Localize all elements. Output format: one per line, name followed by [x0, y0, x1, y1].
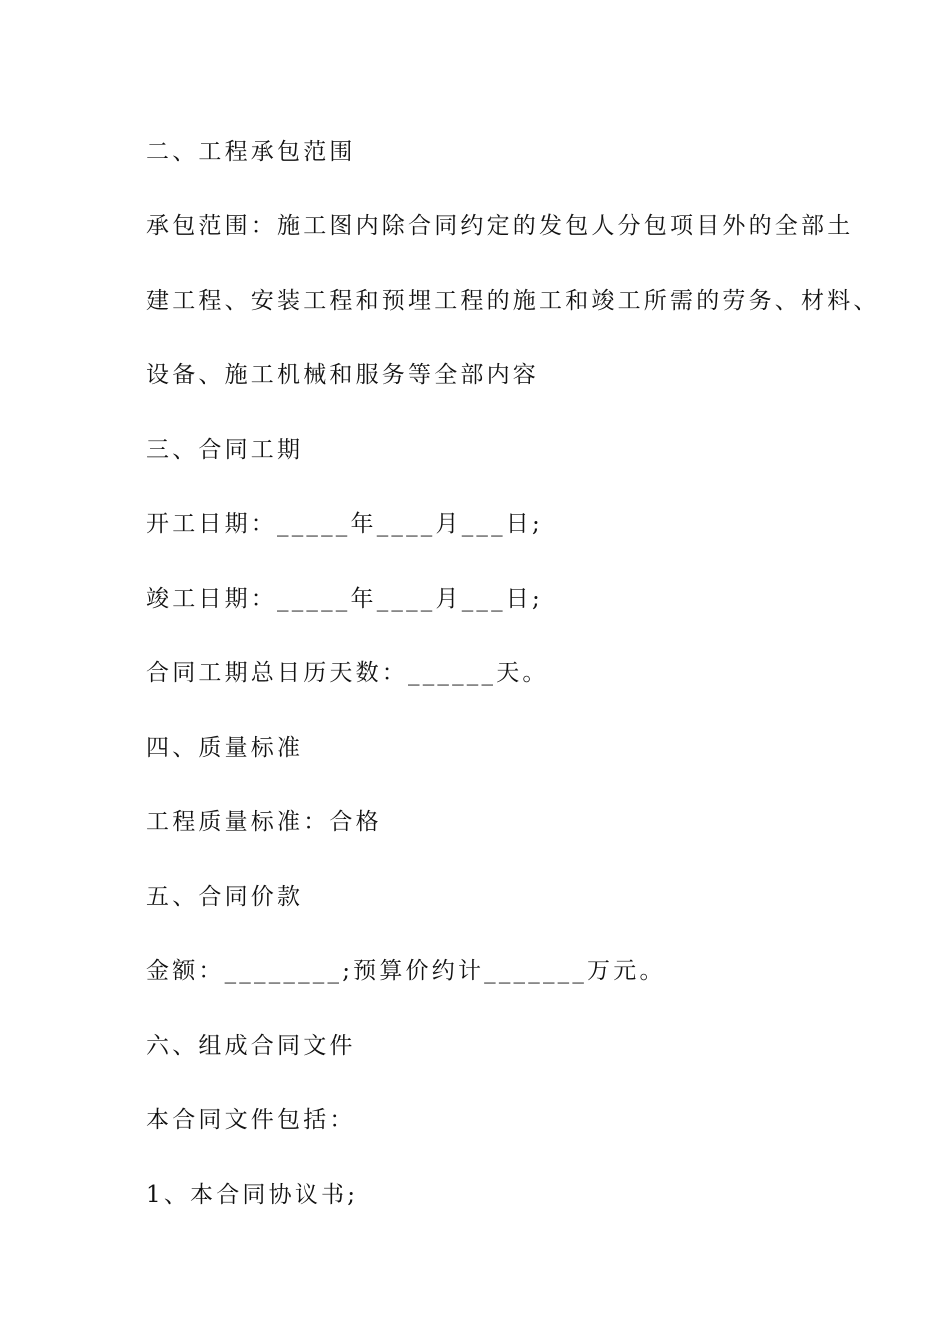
documents-intro-line: 本合同文件包括：	[146, 1107, 356, 1133]
completion-date-line: 竣工日期：_____年____月___日;	[146, 586, 543, 612]
documents-item-1: 1、本合同协议书;	[146, 1182, 359, 1208]
scope-text-line-3: 设备、施工机械和服务等全部内容	[146, 362, 539, 388]
section-heading-documents: 六、组成合同文件	[146, 1033, 356, 1059]
quality-standard-line: 工程质量标准：合格	[146, 809, 382, 835]
section-heading-quality: 四、质量标准	[146, 735, 304, 761]
section-heading-scope: 二、工程承包范围	[146, 139, 356, 165]
section-heading-period: 三、合同工期	[146, 437, 304, 463]
start-date-line: 开工日期：_____年____月___日;	[146, 511, 543, 537]
section-heading-price: 五、合同价款	[146, 884, 304, 910]
amount-line: 金额：________;预算价约计_______万元。	[146, 958, 666, 984]
total-days-line: 合同工期总日历天数：______天。	[146, 660, 549, 686]
scope-text-line-1: 承包范围：施工图内除合同约定的发包人分包项目外的全部土	[146, 213, 854, 239]
scope-text-line-2: 建工程、安装工程和预埋工程的施工和竣工所需的劳务、材料、	[146, 288, 880, 314]
